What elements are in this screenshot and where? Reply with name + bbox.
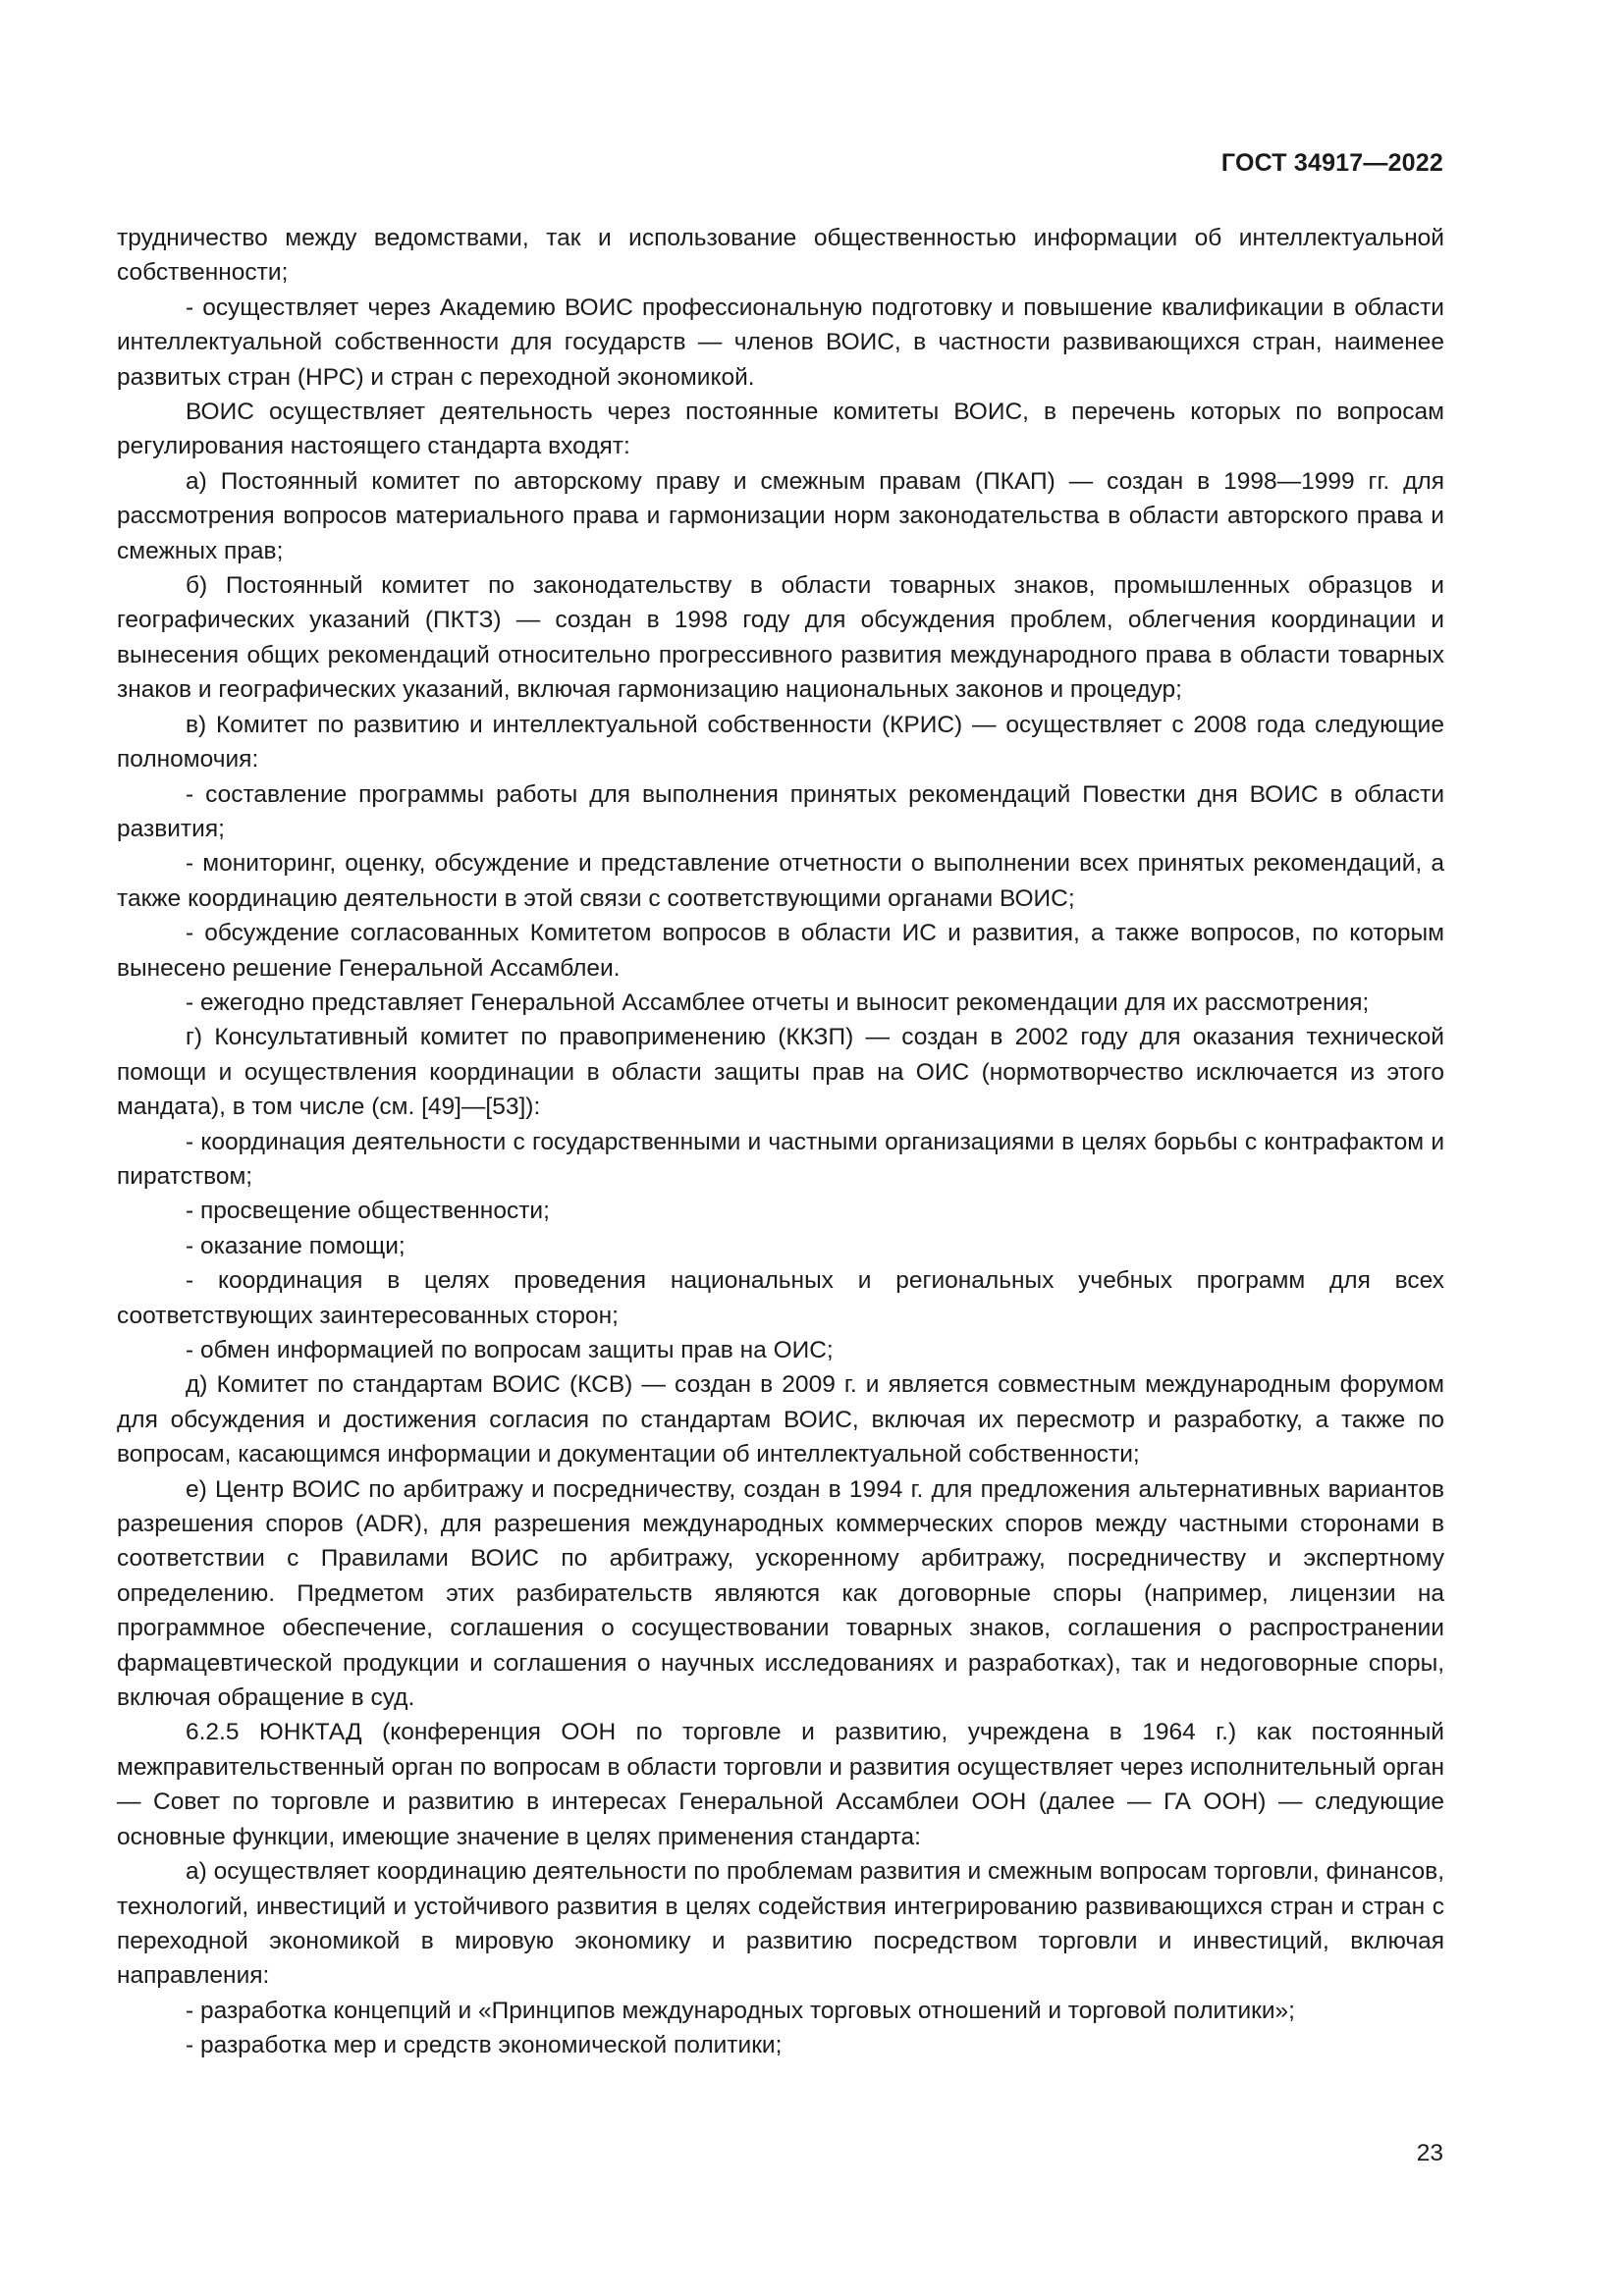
list-item: - координация в целях проведения национальных и региональных учебных программ для всех соответствующих заинтересованных сторон; [117, 1267, 1444, 1329]
list-item: - разработка мер и средств экономической политики; [186, 2032, 783, 2059]
list-item: - мониторинг, оценку, обсуждение и представление отчетности о выполнении всех принятых рекомендаций, а также координацию деятельности в этой связи с соответствующими органами ВОИС; [117, 850, 1444, 912]
list-item: д) Комитет по стандартам ВОИС (КСВ) — создан в 2009 г. и является совместным международным форумом для обсуждения и достижения согласия по стандартам ВОИС, включая их пересмотр и разработку, а также по вопросам, касающимся информации и документации об интеллектуальной собственности; [117, 1371, 1444, 1468]
list-item: е) Центр ВОИС по арбитражу и посредничеству, создан в 1994 г. для предложения альтернативных вариантов разрешения споров (ADR), для разрешения международных коммерческих споров между частными сторонами в соответствии с Правилами ВОИС по арбитражу, ускоренному арбитражу, посредничеству и экспертному определению. Предметом этих разбирательств являются как договорные споры (например, лицензии на программное обеспечение, соглашения о сосуществовании товарных знаков, соглашения о распространении фармацевтической продукции и соглашения о научных исследованиях и разработках), так и недоговорные споры, включая обращение в суд. [117, 1475, 1444, 1712]
list-item: - осуществляет через Академию ВОИС профессиональную подготовку и повышение квалификации в области интеллектуальной собственности для государств — членов ВОИС, в частности развивающихся стран, наименее развитых стран (НРС) и стран с переходной экономикой. [117, 294, 1444, 391]
list-item: - обсуждение согласованных Комитетом вопросов в области ИС и развития, а также вопросов, по которым вынесено решение Генеральной Ассамблеи. [117, 920, 1444, 982]
paragraph: ВОИС осуществляет деятельность через постоянные комитеты ВОИС, в перечень которых по вопросам регулирования настоящего стандарта входят: [117, 399, 1444, 460]
list-item: г) Консультативный комитет по правоприменению (ККЗП) — создан в 2002 году для оказания технической помощи и осуществления координации в области защиты прав на ОИС (нормотворчество исключается из этого мандата), в том числе (см. [49]—[53]): [117, 1024, 1444, 1121]
list-item: а) осуществляет координацию деятельности по проблемам развития и смежным вопросам торговли, финансов, технологий, инвестиций и устойчивого развития в целях содействия интегрированию развивающихся стран и стран с переходной экономикой в мировую экономику и развитию посредством торговли и инвестиций, включая направления: [117, 1858, 1444, 1990]
standard-header: ГОСТ 34917—2022 [1220, 149, 1443, 177]
list-item: - обмен информацией по вопросам защиты прав на ОИС; [186, 1337, 834, 1363]
list-item: в) Комитет по развитию и интеллектуальной собственности (КРИС) — осуществляет с 2008 года следующие полномочия: [117, 711, 1444, 774]
list-item: - оказание помощи; [186, 1232, 406, 1259]
paragraph: трудничество между ведомствами, так и использование общественностью информации об интеллектуальной собственности; [117, 225, 1444, 287]
document-body [117, 221, 1444, 2063]
page-number: 23 [1416, 2140, 1443, 2166]
list-item: - составление программы работы для выполнения принятых рекомендаций Повестки дня ВОИС в области развития; [117, 780, 1444, 842]
list-item: - координация деятельности с государственными и частными организациями в целях борьбы с контрафактом и пиратством; [117, 1128, 1444, 1190]
list-item: б) Постоянный комитет по законодательству в области товарных знаков, промышленных образцов и географических указаний (ПКТЗ) — создан в 1998 году для обсуждения проблем, облегчения координации и вынесения общих рекомендаций относительно прогрессивного развития международного права в области товарных знаков и географических указаний, включая гармонизацию национальных законов и процедур; [117, 572, 1444, 704]
list-item: - разработка концепций и «Принципов международных торговых отношений и торговой политики»; [186, 1997, 1295, 2024]
list-item: а) Постоянный комитет по авторскому праву и смежным правам (ПКАП) — создан в 1998—1999 гг. для рассмотрения вопросов материального права и гармонизации норм законодательства в области авторского права и смежных прав; [117, 467, 1444, 564]
section-paragraph: 6.2.5 ЮНКТАД (конференция ООН по торговле и развитию, учреждена в 1964 г.) как постоянный межправительственный орган по вопросам в области торговли и развития осуществляет через исполнительный орган — Совет по торговле и развитию в интересах Генеральной Ассамблеи ООН (далее — ГА ООН) — следующие основные функции, имеющие значение в целях применения стандарта: [117, 1719, 1444, 1850]
list-item: - просвещение общественности; [186, 1198, 550, 1225]
list-item: - ежегодно представляет Генеральной Ассамблее отчеты и выносит рекомендации для их рассмотрения; [186, 988, 1370, 1016]
